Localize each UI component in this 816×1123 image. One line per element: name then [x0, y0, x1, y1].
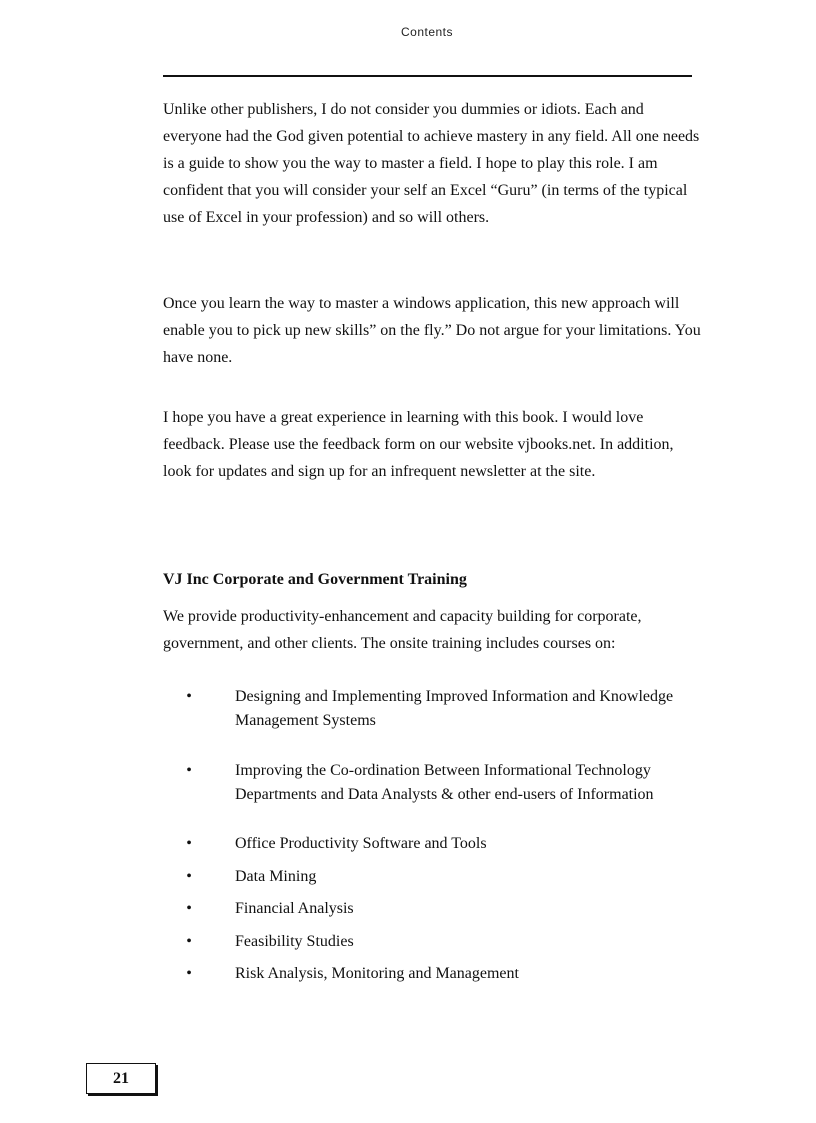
- header-rule: [163, 75, 692, 77]
- course-list-item: [163, 930, 708, 954]
- course-label: Financial Analysis: [235, 900, 354, 917]
- course-label: Feasibility Studies: [235, 932, 354, 950]
- bullet-icon: •: [186, 932, 192, 950]
- bullet-icon: •: [186, 835, 192, 852]
- bullet-icon: •: [186, 867, 192, 885]
- course-list: [163, 685, 708, 995]
- course-label: Designing and Implementing Improved Information and Knowledge Management Systems: [235, 688, 674, 729]
- course-list-item: [163, 865, 708, 889]
- paragraph-intro: Unlike other publishers, I do not consider you dummies or idiots. Each and everyone had the God given potential to achieve mastery in any field. All one needs is a guide to show you the way to master a field. I hope to play this role. I am confident that you will consider your self an Excel “Guru” (in terms of the typical use of Excel in your profession) and so will others.: [163, 101, 700, 226]
- course-list-item: [163, 962, 708, 986]
- course-label: Improving the Co-ordination Between Informational Technology Departments and Data Analysts & other end-users of Information: [235, 761, 654, 803]
- course-label: Risk Analysis, Monitoring and Management: [235, 965, 519, 982]
- page-number: 21: [86, 1063, 156, 1094]
- course-label: Office Productivity Software and Tools: [235, 835, 487, 852]
- running-header-title: Contents: [400, 25, 454, 39]
- paragraph-feedback: I hope you have a great experience in learning with this book. I would love feedback. Please use the feedback form on our website vjbooks.net. In addition, look for updates and sign up for an infrequent newsletter at the site.: [163, 409, 674, 480]
- course-list-item: [163, 832, 708, 856]
- section-heading-training: VJ Inc Corporate and Government Training: [163, 571, 467, 588]
- paragraph-training-intro: We provide productivity-enhancement and capacity building for corporate, government, and other clients. The onsite training includes courses on:: [163, 608, 642, 652]
- course-list-item: [163, 897, 708, 921]
- bullet-icon: •: [186, 965, 192, 982]
- course-list-item: [163, 685, 708, 733]
- bullet-icon: •: [186, 688, 192, 705]
- course-label: Data Mining: [235, 867, 317, 885]
- bullet-icon: •: [186, 900, 192, 917]
- bullet-icon: •: [186, 761, 192, 779]
- course-list-item: [163, 759, 708, 807]
- paragraph-windows-approach: Once you learn the way to master a windows application, this new approach will enable you to pick up new skills” on the fly.” Do not argue for your limitations. You have none.: [163, 295, 701, 366]
